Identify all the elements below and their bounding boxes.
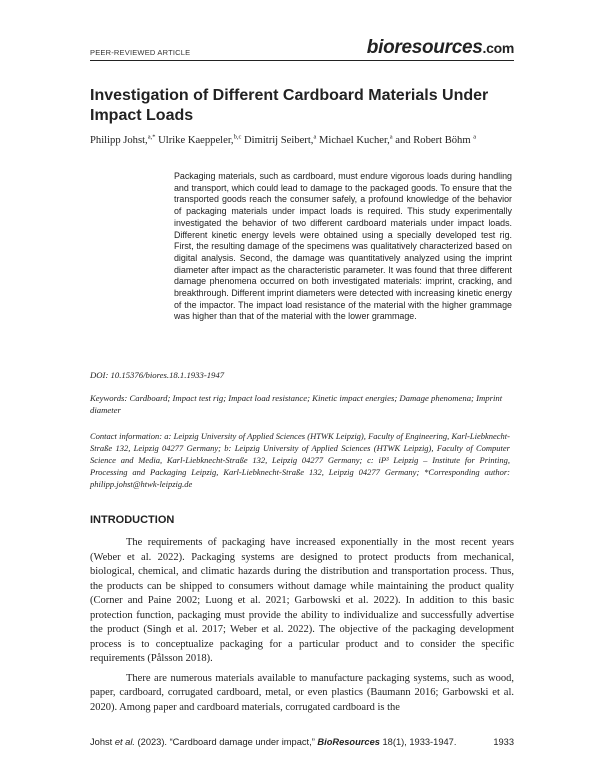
author-affiliation: b,c	[233, 133, 242, 141]
article-type-label: PEER-REVIEWED ARTICLE	[90, 48, 191, 57]
brand-name: bioresources	[366, 37, 483, 58]
body-paragraph: The requirements of packaging have increased exponentially in the most recent years (Weber et al. 2022). Packaging systems are designed to protect products from mechanical, biological, chemical, and climatic hazards during the distribution and transportation process. Thus, the products can be shipped to consumers without damage while maintaining the product quality (Corner and Paine 2002; Luong et al. 2021; Garbowski et al. 2022). In addition to this basic protection function, packaging must provide the ability to individualize and successfully advertise the product (Singh et al. 2017; Weber et al. 2022). The objective of the packaging development process is to conceptualize packaging for a particular product and to consider the specific requirements (Pålsson 2018).	[90, 537, 514, 664]
section-heading: INTRODUCTION	[90, 514, 175, 526]
abstract: Packaging materials, such as cardboard, must endure vigorous loads during handling and transport, which could lead to damage to the packaged goods. To ensure that the transported goods reach the consumer safely, a profound knowledge of the behavior of packaging materials under impact loads is required. This study experimentally investigated the behavior of two different cardboard materials under impact loads. Different kinetic energy levels were obtained using a specially developed test rig. First, the resulting damage of the specimens was qualitatively characterized based on digital analysis. Second, the damage was quantitatively analyzed using the imprint diameter after impact as the characteristic parameter. It was found that three different damage phenomena occurred on both investigated materials: imprint, cracking, and breakthrough. Different imprint diameters were detected with increasing kinetic energy of the impactor. The impact load resistance of the material with the higher grammage was higher than that of the material with the lower grammage.	[174, 171, 512, 322]
citation-title: (2023). “Cardboard damage under impact,”	[134, 737, 318, 747]
contact-information: Contact information: a: Leipzig University of Applied Sciences (HTWK Leipzig), Faculty of Engineering, Karl-Liebknecht-Straße 132, Leipzig 04277 Germany; b: Leipzig University of Applied Sciences (HTWK Leipzig), Faculty of Computer Science and Media, Karl-Liebknecht-Straße 132, Leipzig 04277 Germany; c: iP³ Leipzig – Institute for Printing, Processing and Packaging Leipzig, Karl-Liebknecht-Straße 132, Leipzig 04277 Germany; *Corresponding author: philipp.johst@htwk-leipzig.de	[90, 431, 510, 489]
author-name: and Robert Böhm	[392, 135, 471, 146]
page-number: 1933	[493, 737, 514, 747]
author-affiliation: a	[313, 133, 317, 141]
article-title: Investigation of Different Cardboard Materials Under Impact Loads	[90, 87, 489, 124]
citation-journal: BioResources	[317, 737, 380, 747]
citation-volume: 18(1), 1933-1947.	[379, 737, 457, 747]
page-header	[90, 36, 514, 61]
citation-etal: et al.	[114, 737, 135, 747]
author-list	[90, 133, 510, 148]
page-footer	[90, 737, 514, 747]
author-affiliation: a,*	[147, 133, 156, 141]
footer-citation	[90, 737, 456, 747]
author-affiliation: a	[389, 133, 393, 141]
author-name: Philipp Johst,	[90, 135, 148, 146]
journal-brand[interactable]	[367, 37, 514, 59]
body-paragraph: There are numerous materials available to manufacture packaging systems, such as wood, paper, cardboard, corrugated cardboard, metal, or even plastics (Baumann 2016; Garbowski et al. 2020). Among paper and cardboard materials, corrugated cardboard is the	[90, 672, 514, 713]
author-name: Michael Kucher,	[316, 135, 390, 146]
introduction-body	[90, 536, 514, 715]
author-name: Ulrike Kaeppeler,	[155, 135, 234, 146]
author-name: Dimitrij Seibert,	[241, 135, 314, 146]
keywords: Keywords: Cardboard; Impact test rig; Impact load resistance; Kinetic impact energies; Damage phenomena; Imprint diameter	[90, 393, 503, 415]
doi-link[interactable]: DOI: 10.15376/biores.18.1.1933-1947	[90, 370, 225, 380]
brand-tld: .com	[482, 40, 514, 56]
citation-authors: Johst	[90, 737, 115, 747]
author-affiliation: a	[473, 133, 477, 141]
